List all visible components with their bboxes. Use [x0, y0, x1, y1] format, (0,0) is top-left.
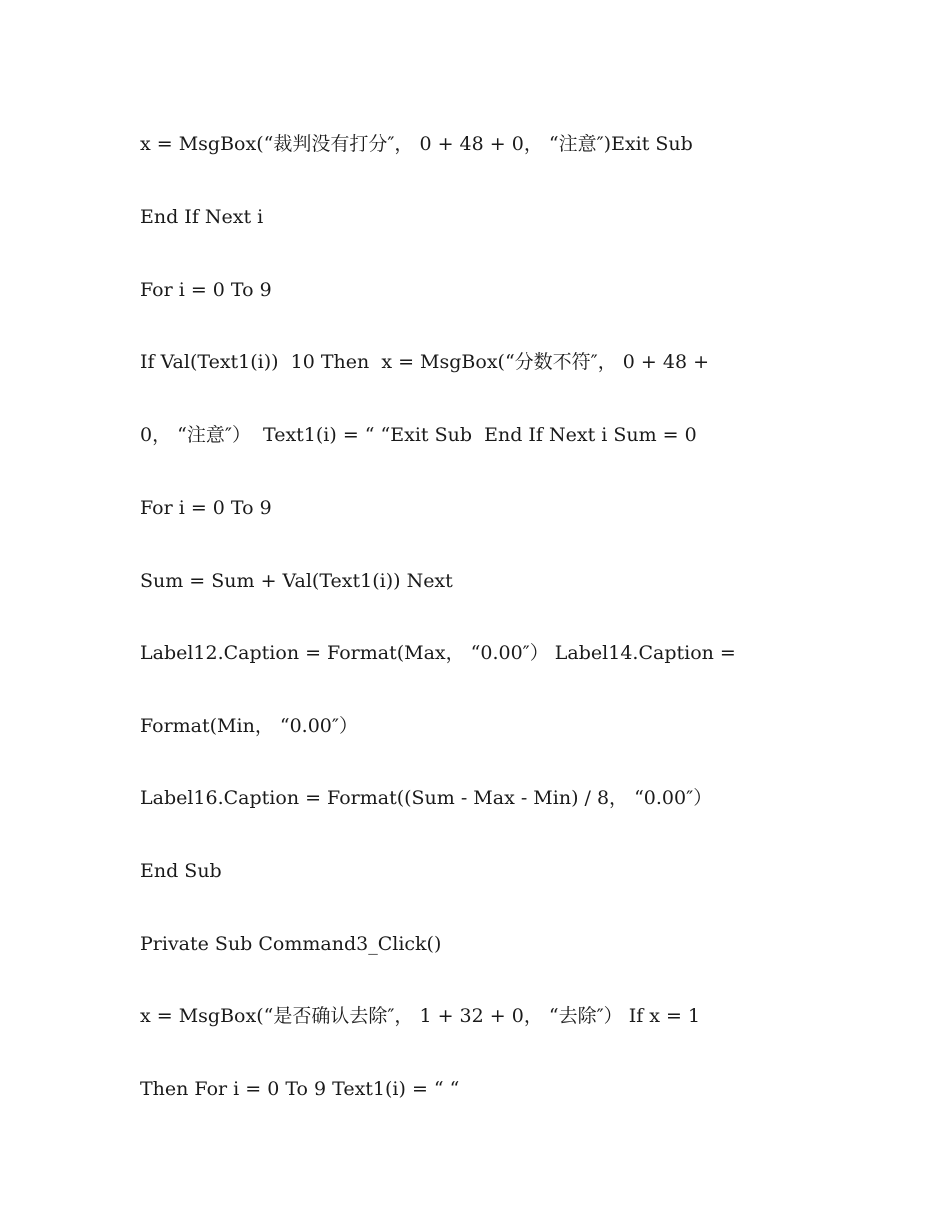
code-line: Private Sub Command3_Click()	[140, 933, 442, 955]
code-line: If Val(Text1(i)) 10 Then x = MsgBox(“分数不符″， 0 + 48 +	[140, 351, 710, 373]
code-line: For i = 0 To 9	[140, 279, 272, 301]
code-line: x = MsgBox(“裁判没有打分″， 0 + 48 + 0， “注意″)Exit Sub	[140, 133, 693, 155]
code-line: 0， “注意″） Text1(i) = “ “Exit Sub End If Next i Sum = 0	[140, 424, 697, 446]
code-line: Sum = Sum + Val(Text1(i)) Next	[140, 570, 453, 592]
code-line: x = MsgBox(“是否确认去除″， 1 + 32 + 0， “去除″） If x = 1	[140, 1005, 701, 1027]
code-line: Format(Min， “0.00″）	[140, 715, 358, 737]
code-line: For i = 0 To 9	[140, 497, 272, 519]
code-line: Label16.Caption = Format((Sum - Max - Min) / 8， “0.00″）	[140, 787, 713, 809]
code-line: End If Next i	[140, 206, 264, 228]
code-line: Then For i = 0 To 9 Text1(i) = “ “	[140, 1078, 460, 1100]
code-line: Label12.Caption = Format(Max， “0.00″） Label14.Caption =	[140, 642, 736, 664]
code-line: End Sub	[140, 860, 222, 882]
